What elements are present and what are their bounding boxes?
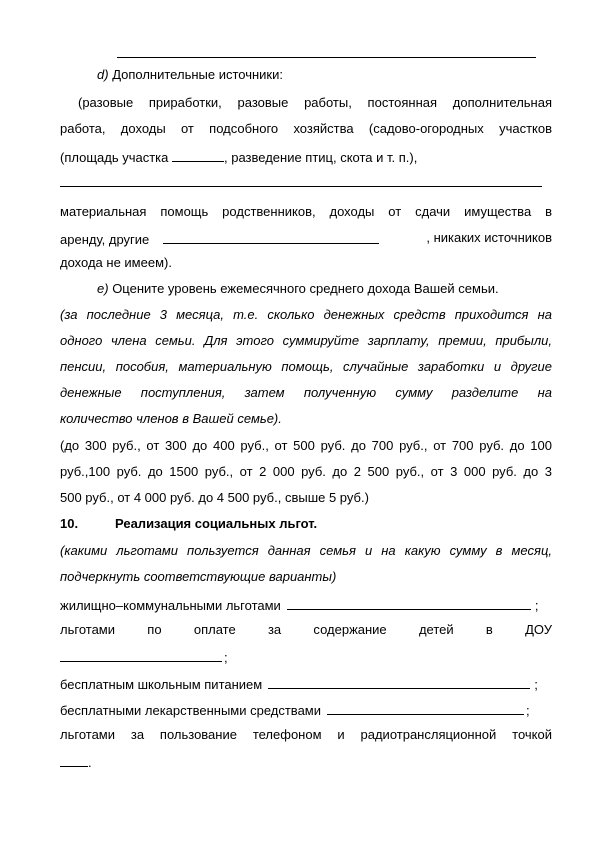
- para-d-line-1: (разовые приработки, разовые работы, постоянная дополнительная: [78, 95, 552, 110]
- blank-line-top[interactable]: [117, 57, 536, 58]
- benefit-school-meals-label: бесплатным школьным питанием: [60, 677, 263, 692]
- section-10-title: Реализация социальных льгот.: [115, 516, 318, 531]
- para-e-line-3: пенсии, пособия, материальную помощь, случайные заработки и другие: [60, 359, 552, 374]
- section-10-note-1: (какими льготами пользуется данная семья и на какую сумму в месяц,: [60, 543, 552, 558]
- benefit-medicines-field[interactable]: [327, 701, 524, 715]
- benefit-medicines-label: бесплатными лекарственными средствами: [60, 703, 321, 718]
- para-d-line-5-text: аренду, другие: [60, 232, 153, 247]
- section-e-heading: [97, 281, 547, 297]
- benefit-housing-field[interactable]: [287, 596, 531, 610]
- section-e-label: e): [97, 281, 109, 296]
- benefit-school-meals[interactable]: [60, 675, 552, 693]
- para-d-line-3-text: (площадь участка: [60, 150, 172, 165]
- other-income-field[interactable]: [163, 230, 379, 244]
- section-d-heading: [97, 67, 517, 83]
- plot-area-field[interactable]: [172, 148, 224, 162]
- benefit-phone[interactable]: льготами за пользование телефоном и радиотрансляционной точкой: [60, 727, 552, 742]
- para-d-line-5: [60, 230, 552, 248]
- income-range-line-2[interactable]: руб.,100 руб. до 1500 руб., от 2 000 руб. до 2 500 руб., от 3 000 руб. до 3: [60, 464, 552, 479]
- benefit-phone-blank-line: [60, 753, 552, 771]
- benefit-medicines-end: ;: [526, 703, 530, 718]
- para-d-line-4: материальная помощь родственников, доходы от сдачи имущества в: [60, 204, 552, 219]
- benefit-housing-end: ;: [534, 598, 539, 613]
- benefit-school-meals-field[interactable]: [268, 675, 530, 689]
- benefit-kindergarten-blank-line: [60, 648, 552, 666]
- blank-line-middle[interactable]: [60, 186, 542, 187]
- section-d-title: Дополнительные источники:: [112, 67, 283, 82]
- para-d-line-3: [60, 148, 460, 166]
- benefit-housing[interactable]: [60, 596, 552, 614]
- benefit-housing-label: жилищно–коммунальными льготами: [60, 598, 281, 613]
- benefit-kindergarten-field[interactable]: [60, 648, 222, 662]
- para-d-line-3-tail: , разведение птиц, скота и т. п.),: [224, 150, 418, 165]
- benefit-kindergarten-end: ;: [224, 650, 228, 665]
- para-e-line-1: (за последние 3 месяца, т.е. сколько денежных средств приходится на: [60, 307, 552, 322]
- benefit-phone-field[interactable]: [60, 753, 88, 767]
- para-e-line-4: денежные поступления, затем полученную сумму разделите на: [60, 385, 552, 400]
- income-range-line-1[interactable]: (до 300 руб., от 300 до 400 руб., от 500 руб. до 700 руб., от 700 руб. до 100: [60, 438, 552, 453]
- section-e-title: Оцените уровень ежемесячного среднего дохода Вашей семьи.: [112, 281, 499, 296]
- benefit-kindergarten[interactable]: льготами по оплате за содержание детей в ДОУ: [60, 622, 552, 637]
- para-e-line-5: количество членов в Вашей семье).: [60, 411, 282, 426]
- benefit-school-meals-end: ;: [534, 677, 538, 692]
- section-10-number: 10.: [60, 516, 79, 531]
- para-d-line-5-tail: , никаких источников: [426, 230, 552, 245]
- benefit-phone-end: .: [88, 755, 92, 770]
- section-10-note-2: подчеркнуть соответствующие варианты): [60, 569, 337, 584]
- para-e-line-2: одного члена семьи. Для этого суммируйте зарплату, премии, прибыли,: [60, 333, 552, 348]
- income-range-line-3[interactable]: 500 руб., от 4 000 руб. до 4 500 руб., свыше 5 руб.): [60, 490, 369, 505]
- para-d-line-6: дохода не имеем).: [60, 255, 172, 270]
- benefit-medicines[interactable]: [60, 701, 552, 719]
- section-10-heading: [60, 516, 552, 532]
- para-d-line-2: работа, доходы от подсобного хозяйства (садово-огородных участков: [60, 121, 552, 136]
- section-d-label: d): [97, 67, 109, 82]
